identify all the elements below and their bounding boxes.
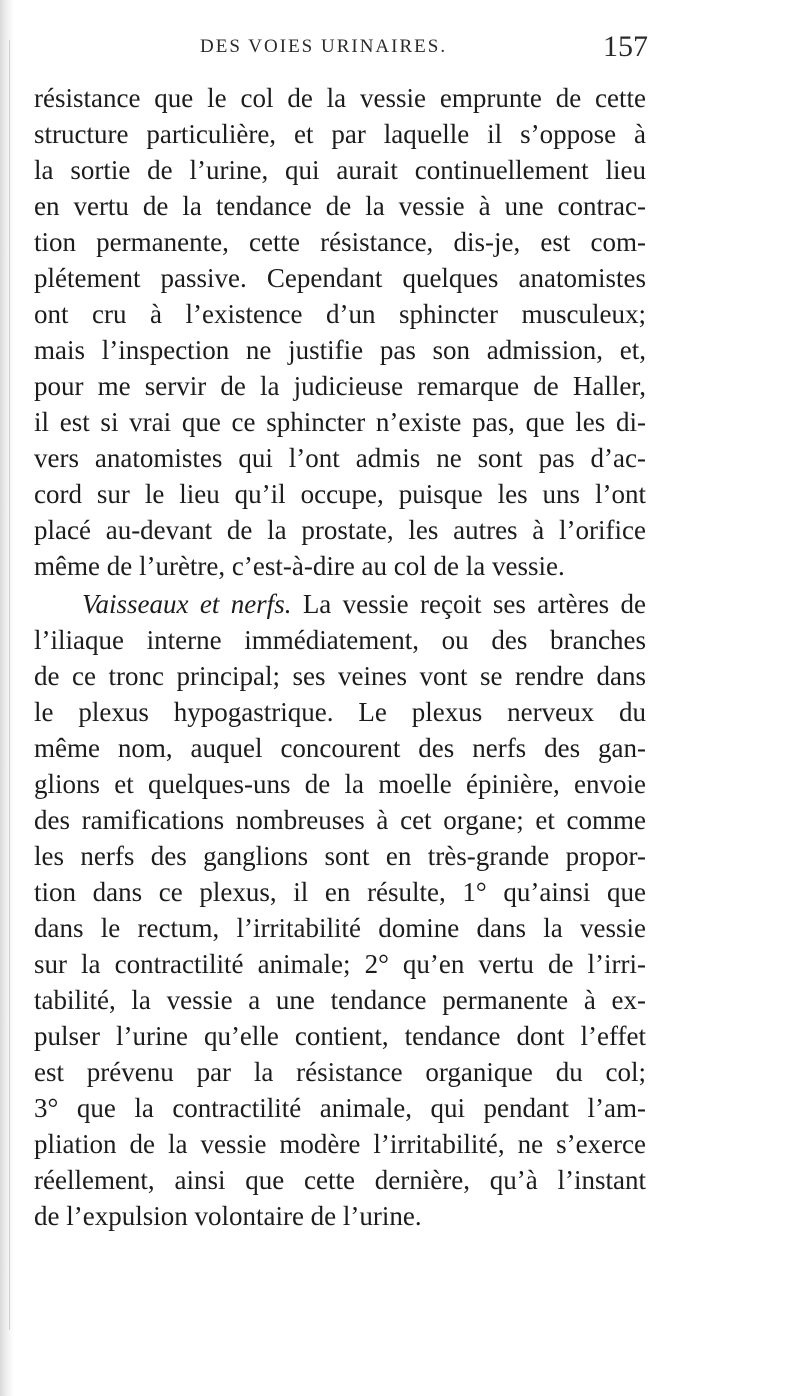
- page-gutter-shadow: [0, 0, 14, 1396]
- text-line: pliation de la vessie modère l’irritabilité, ne s’exerce: [34, 1129, 646, 1159]
- text-line: sur la contractilité animale; 2° qu’en vertu de l’irri-: [34, 949, 646, 979]
- text-line: placé au-devant de la prostate, les autres à l’orifice: [34, 515, 646, 545]
- text-line: tion dans ce plexus, il en résulte, 1° qu’ainsi que: [34, 877, 646, 907]
- text-line: réellement, ainsi que cette dernière, qu’à l’instant: [34, 1165, 646, 1195]
- gutter-edge-line: [9, 40, 10, 1330]
- text-line: dans le rectum, l’irritabilité domine dans la vessie: [34, 913, 646, 943]
- running-head: DES VOIES URINAIRES.: [200, 36, 448, 57]
- text-line: pour me servir de la judicieuse remarque de Haller,: [34, 371, 646, 401]
- section-opening-line: [82, 586, 646, 622]
- text-line: plétement passive. Cependant quelques anatomistes: [34, 263, 646, 293]
- text-line: il est si vrai que ce sphincter n’existe pas, que les di-: [34, 407, 646, 437]
- text-line: pulser l’urine qu’elle contient, tendance dont l’effet: [34, 1021, 646, 1051]
- text-line: ont cru à l’existence d’un sphincter musculeux;: [34, 299, 646, 329]
- text-line: est prévenu par la résistance organique du col;: [34, 1057, 646, 1087]
- text-line: en vertu de la tendance de la vessie à une contrac-: [34, 191, 646, 221]
- text-line: les nerfs des ganglions sont en très-grande propor-: [34, 841, 646, 871]
- text-line: glions et quelques-uns de la moelle épinière, envoie: [34, 769, 646, 799]
- text-line: de l’expulsion volontaire de l’urine.: [34, 1201, 422, 1231]
- text-line: mais l’inspection ne justifie pas son admission, et,: [34, 335, 646, 365]
- text-line: même de l’urètre, c’est-à-dire au col de la vessie.: [34, 551, 565, 581]
- page-number: 157: [603, 30, 648, 63]
- page-header: [0, 30, 800, 70]
- text-line: le plexus hypogastrique. Le plexus nerveux du: [34, 697, 646, 727]
- text-line: tion permanente, cette résistance, dis-je, est com-: [34, 227, 646, 257]
- text-line: résistance que le col de la vessie emprunte de cette: [34, 83, 646, 113]
- text-line: vers anatomistes qui l’ont admis ne sont pas d’ac-: [34, 443, 646, 473]
- text-line: tabilité, la vessie a une tendance permanente à ex-: [34, 985, 646, 1015]
- text-line: structure particulière, et par laquelle il s’oppose à: [34, 119, 646, 149]
- text-line: même nom, auquel concourent des nerfs des gan-: [34, 733, 646, 763]
- section-heading: Vaisseaux et nerfs.: [82, 589, 292, 619]
- text-line: de ce tronc principal; ses veines vont se rendre dans: [34, 661, 646, 691]
- text-line: l’iliaque interne immédiatement, ou des branches: [34, 625, 646, 655]
- section-line-text: La vessie reçoit ses artères de: [291, 589, 646, 619]
- text-line: la sortie de l’urine, qui aurait continuellement lieu: [34, 155, 646, 185]
- text-line: 3° que la contractilité animale, qui pendant l’am-: [34, 1093, 646, 1123]
- text-line: des ramifications nombreuses à cet organe; et comme: [34, 805, 646, 835]
- text-line: cord sur le lieu qu’il occupe, puisque les uns l’ont: [34, 479, 646, 509]
